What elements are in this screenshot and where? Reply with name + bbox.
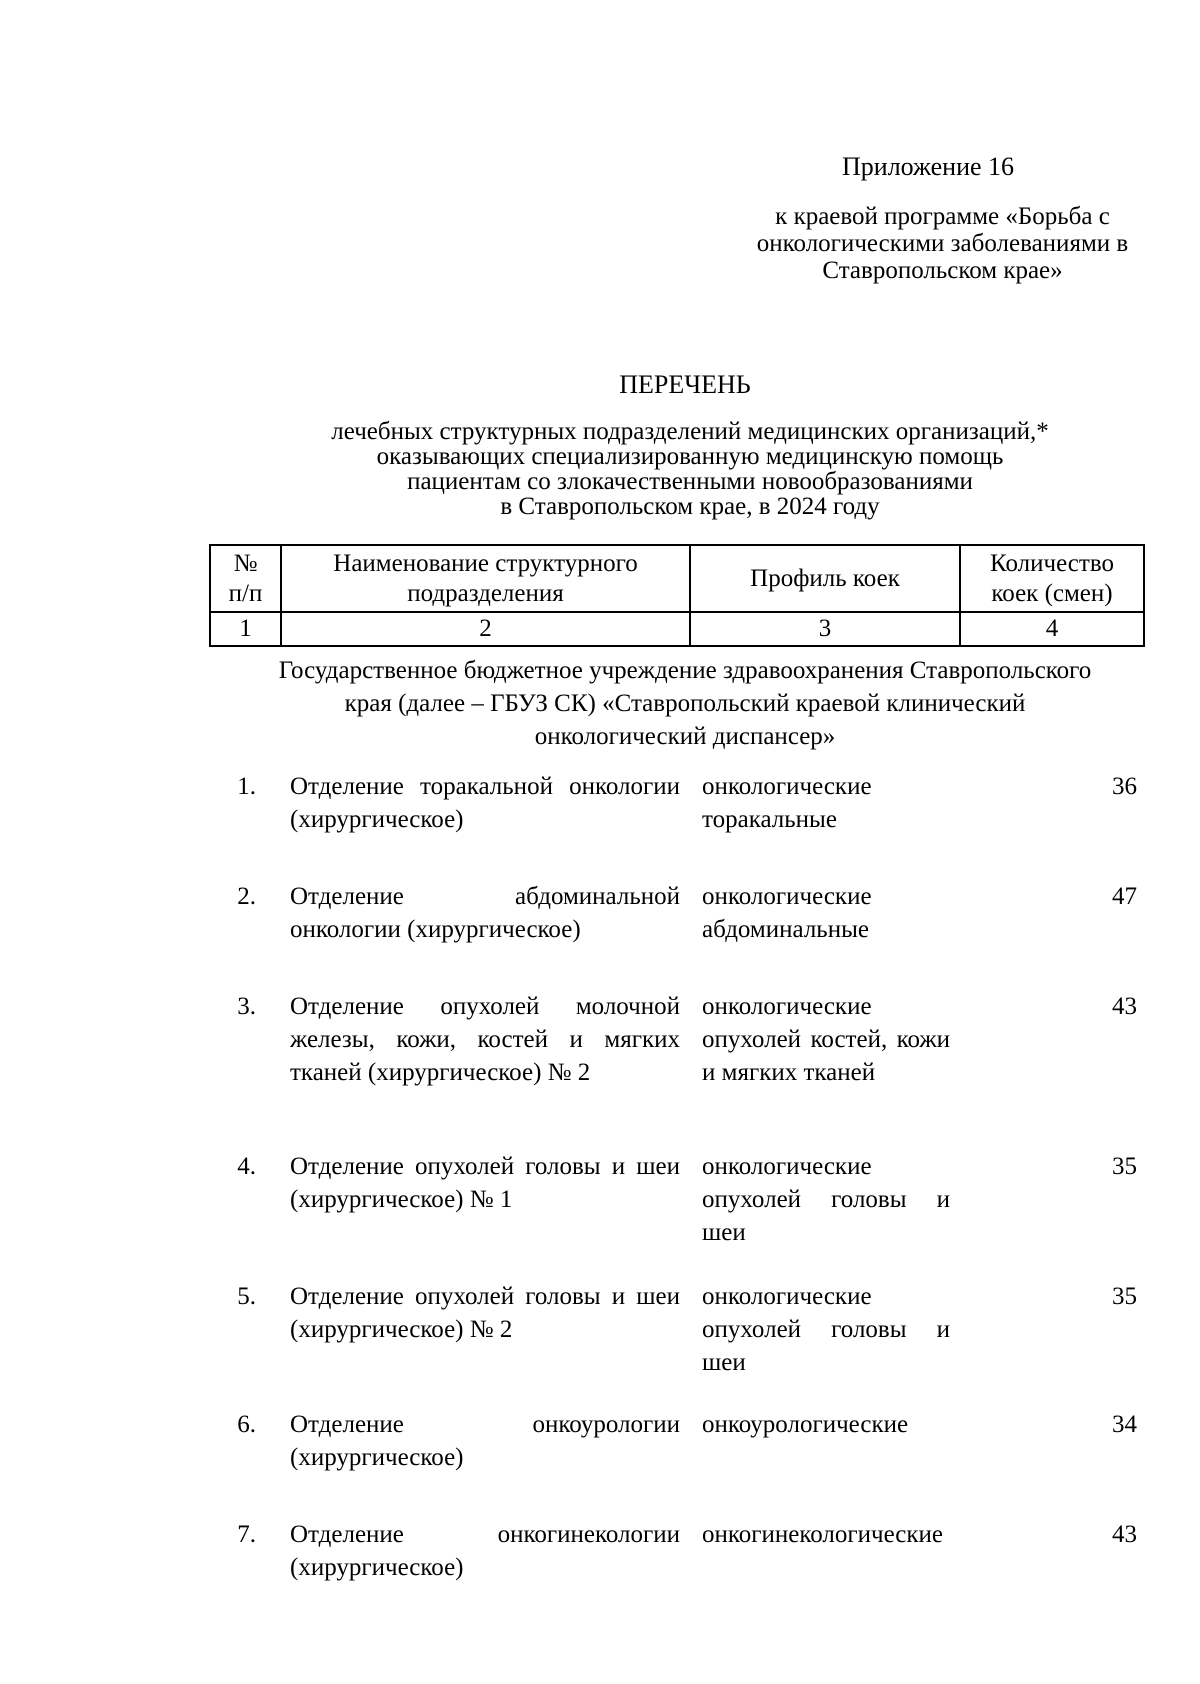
bed-count: 36 bbox=[1112, 773, 1137, 800]
department-name: Отделение онкоурологии (хирургическое) bbox=[290, 1411, 680, 1471]
department-name: Отделение торакальной онкологии (хирургическое) bbox=[290, 773, 680, 833]
bed-count: 43 bbox=[1112, 1521, 1137, 1548]
row-number: 7. bbox=[237, 1521, 256, 1548]
bed-profile: онкогинекологические bbox=[702, 1521, 944, 1548]
row-number: 4. bbox=[237, 1153, 256, 1180]
bed-profile: онкологические опухолей головы и шеи bbox=[702, 1153, 950, 1246]
bed-profile: онкоурологические bbox=[702, 1411, 909, 1438]
table-row bbox=[0, 1408, 1200, 1528]
table-row bbox=[0, 1150, 1200, 1270]
department-name: Отделение опухолей головы и шеи (хирургическое) № 1 bbox=[290, 1153, 680, 1213]
program-reference bbox=[710, 203, 1175, 284]
table-header bbox=[209, 544, 1145, 647]
bed-count: 35 bbox=[1112, 1283, 1137, 1310]
appendix-number: Приложение 16 bbox=[842, 152, 1015, 181]
program-line: к краевой программе «Борьба с bbox=[775, 203, 1110, 230]
table-row bbox=[0, 880, 1200, 1000]
bed-count: 43 bbox=[1112, 993, 1137, 1020]
department-name: Отделение абдоминальной онкологии (хирургическое) bbox=[290, 883, 680, 943]
organization-heading bbox=[195, 654, 1175, 753]
organization-line: края (далее – ГБУЗ СК) «Ставропольский краевой клинический bbox=[344, 690, 1026, 717]
row-number: 3. bbox=[237, 993, 256, 1020]
row-number: 2. bbox=[237, 883, 256, 910]
table-row bbox=[0, 770, 1200, 890]
department-name: Отделение опухолей молочной железы, кожи, костей и мягких тканей (хирургическое) № 2 bbox=[290, 993, 680, 1086]
header-cell-number: № п/п bbox=[210, 545, 281, 612]
bed-count: 34 bbox=[1112, 1411, 1137, 1438]
subtitle-line: пациентам со злокачественными новообразованиями bbox=[407, 468, 973, 495]
document-title: ПЕРЕЧЕНЬ bbox=[619, 370, 751, 399]
row-number: 1. bbox=[237, 773, 256, 800]
table-row bbox=[0, 1518, 1200, 1638]
program-line: Ставропольском крае» bbox=[822, 257, 1063, 284]
document-subtitle bbox=[190, 419, 1190, 519]
column-number-cell: 2 bbox=[281, 612, 690, 646]
subtitle-line: лечебных структурных подразделений медицинских организаций,* bbox=[331, 418, 1049, 445]
header-cell-name: Наименование структурного подразделения bbox=[281, 545, 690, 612]
department-name: Отделение опухолей головы и шеи (хирургическое) № 2 bbox=[290, 1283, 680, 1343]
bed-profile: онкологические абдоминальные bbox=[702, 883, 872, 943]
bed-profile: онкологические торакальные bbox=[702, 773, 872, 833]
table-row bbox=[0, 990, 1200, 1110]
bed-count: 47 bbox=[1112, 883, 1137, 910]
column-number-cell: 1 bbox=[210, 612, 281, 646]
column-number-cell: 3 bbox=[690, 612, 960, 646]
header-cell-count: Количество коек (смен) bbox=[960, 545, 1144, 612]
organization-line: Государственное бюджетное учреждение здравоохранения Ставропольского bbox=[278, 657, 1092, 684]
row-number: 5. bbox=[237, 1283, 256, 1310]
bed-profile: онкологические опухолей головы и шеи bbox=[702, 1283, 950, 1376]
subtitle-line: в Ставропольском крае, в 2024 году bbox=[500, 493, 880, 520]
program-line: онкологическими заболеваниями в bbox=[756, 230, 1129, 257]
table-row bbox=[0, 1280, 1200, 1400]
column-number-cell: 4 bbox=[960, 612, 1144, 646]
subtitle-line: оказывающих специализированную медицинскую помощь bbox=[376, 443, 1004, 470]
department-name: Отделение онкогинекологии (хирургическое) bbox=[290, 1521, 680, 1581]
bed-profile: онкологические опухолей костей, кожи и мягких тканей bbox=[702, 993, 950, 1086]
row-number: 6. bbox=[237, 1411, 256, 1438]
bed-count: 35 bbox=[1112, 1153, 1137, 1180]
header-cell-profile: Профиль коек bbox=[690, 545, 960, 612]
organization-line: онкологический диспансер» bbox=[534, 723, 836, 750]
